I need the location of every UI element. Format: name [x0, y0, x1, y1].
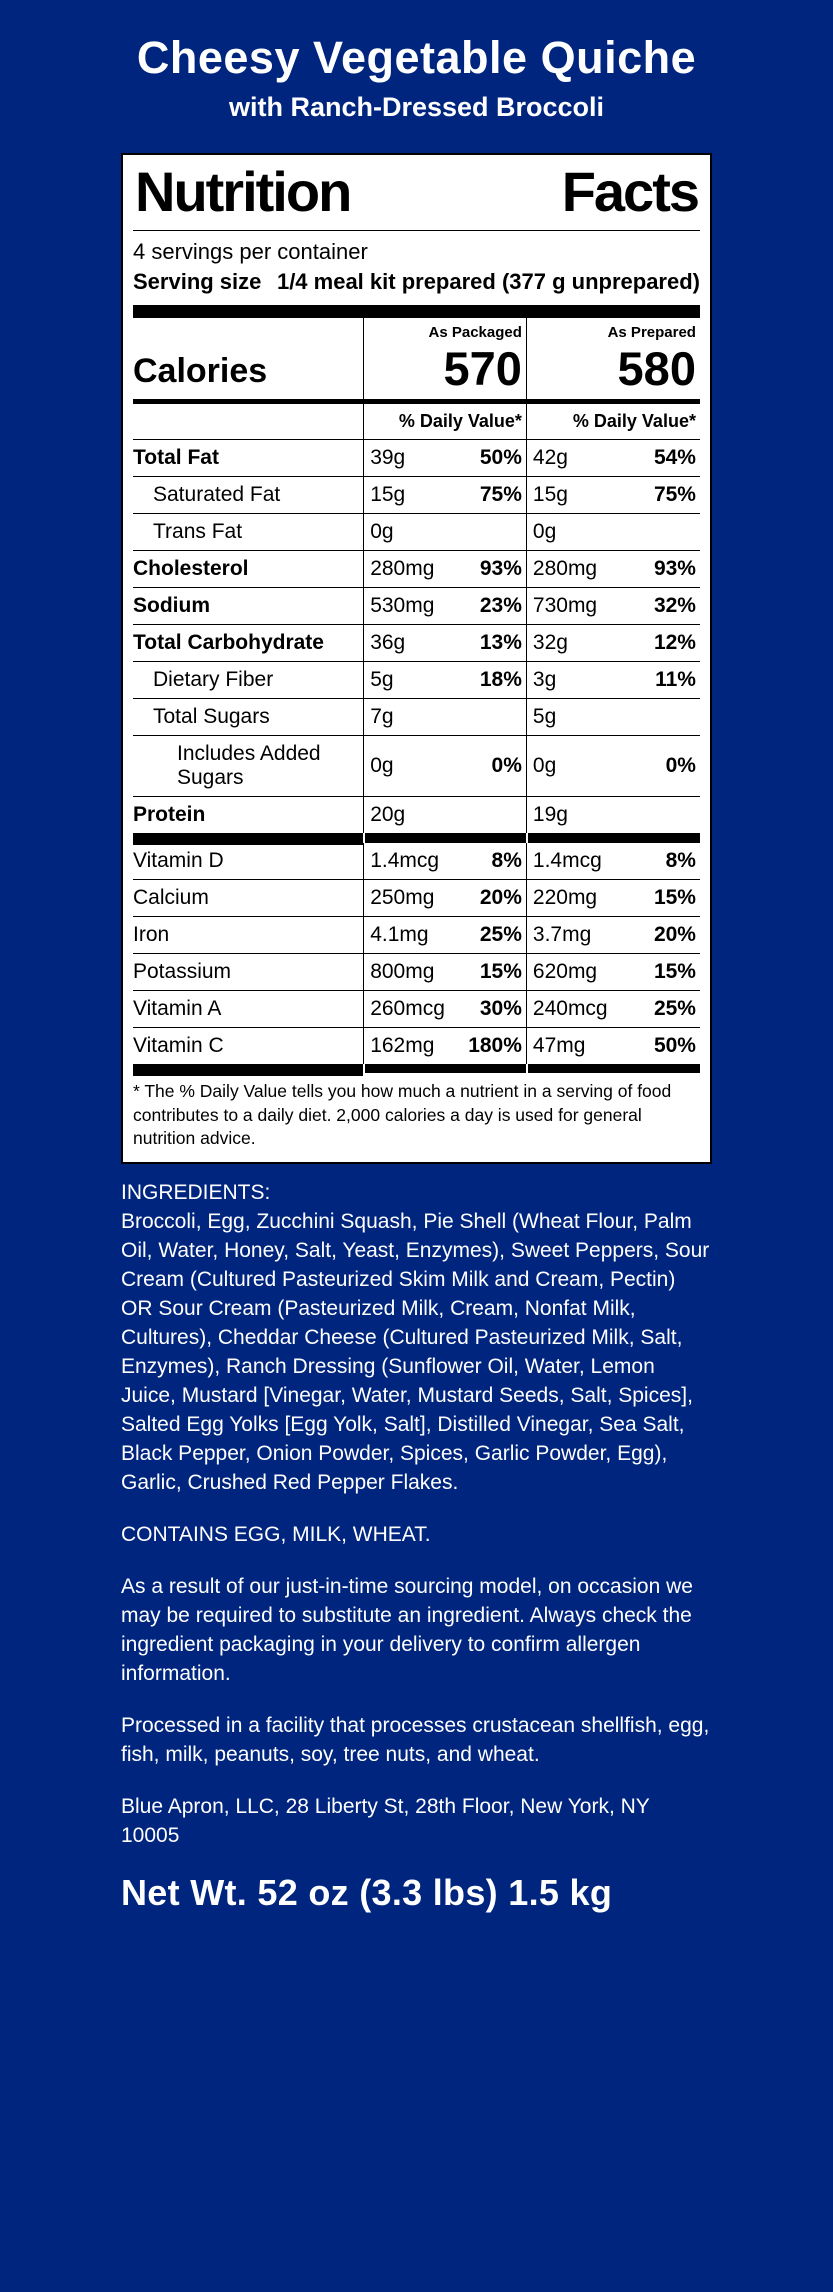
prepared-cell	[526, 476, 700, 513]
prepared-cell	[526, 513, 700, 550]
packaged-amount: 36g	[370, 631, 406, 655]
nutrient-name: Vitamin A	[133, 990, 363, 1027]
nutrient-row	[133, 735, 700, 796]
nutrient-row	[133, 916, 700, 953]
ingredients-title: INGREDIENTS:	[121, 1181, 271, 1205]
packaged-cell	[363, 476, 526, 513]
prepared-cell	[526, 439, 700, 476]
prepared-daily-value: 25%	[653, 997, 696, 1021]
nutrient-name: Protein	[133, 796, 363, 833]
prepared-daily-value: 32%	[653, 594, 696, 618]
packaged-amount: 162mg	[370, 1034, 435, 1058]
packaged-amount: 260mcg	[370, 997, 445, 1021]
prepared-amount: 220mg	[532, 886, 598, 910]
packaged-cell	[363, 661, 526, 698]
nutrient-row	[133, 990, 700, 1027]
packaged-amount: 0g	[370, 754, 394, 778]
prepared-amount: 620mg	[532, 960, 598, 984]
nutrient-row	[133, 843, 700, 879]
nutrient-row	[133, 796, 700, 833]
product-title: Cheesy Vegetable Quiche	[136, 32, 697, 83]
prepared-cell	[526, 796, 700, 833]
column-header-prepared: As Prepared	[526, 318, 700, 341]
nutrient-row	[133, 1027, 700, 1064]
packaged-daily-value: 30%	[479, 997, 522, 1021]
nutrient-name: Vitamin D	[133, 849, 224, 873]
nutrient-row	[133, 698, 700, 735]
nutrition-facts-panel	[121, 153, 712, 1164]
prepared-daily-value: 75%	[653, 483, 696, 507]
nutrient-name: Total Fat	[133, 439, 363, 476]
packaged-daily-value: 50%	[479, 446, 522, 470]
servings-per-container: 4 servings per container	[133, 238, 368, 264]
prepared-cell	[526, 990, 700, 1027]
daily-value-footnote: * The % Daily Value tells you how much a nutrient in a serving of food contributes to a daily diet. 2,000 calories a day is used for general nutrition advice.	[133, 1081, 672, 1148]
packaged-cell	[363, 624, 526, 661]
nutrient-name: Potassium	[133, 953, 363, 990]
prepared-daily-value: 11%	[655, 668, 696, 692]
prepared-daily-value: 20%	[653, 923, 696, 947]
prepared-cell	[526, 953, 700, 990]
heading-word-nutrition: Nutrition	[135, 160, 351, 223]
packaged-daily-value: 23%	[479, 594, 522, 618]
nutrient-rows-section	[133, 439, 700, 833]
prepared-cell	[526, 550, 700, 587]
prepared-amount: 240mcg	[532, 997, 608, 1021]
packaged-amount: 5g	[370, 668, 394, 692]
prepared-cell	[526, 624, 700, 661]
prepared-daily-value: 50%	[653, 1034, 696, 1058]
packaged-amount: 800mg	[370, 960, 435, 984]
prepared-daily-value: 93%	[653, 557, 696, 581]
packaged-amount: 530mg	[370, 594, 435, 618]
nutrient-row	[133, 953, 700, 990]
packaged-daily-value: 25%	[479, 923, 522, 947]
packaged-daily-value: 13%	[479, 631, 522, 655]
packaged-cell	[363, 879, 526, 916]
nutrition-facts-heading	[133, 160, 700, 231]
packaged-daily-value: 93%	[479, 557, 522, 581]
nutrient-row	[133, 439, 700, 476]
prepared-amount: 42g	[532, 446, 568, 470]
nutrient-row	[133, 624, 700, 661]
prepared-amount: 19g	[532, 803, 568, 827]
allergen-contains-statement: CONTAINS EGG, MILK, WHEAT.	[121, 1523, 431, 1547]
nutrient-row	[133, 513, 700, 550]
thick-divider-bar	[133, 1064, 700, 1073]
prepared-cell	[526, 1027, 700, 1064]
bar-segment	[526, 1064, 700, 1073]
packaged-cell	[363, 796, 526, 833]
packaged-amount: 250mg	[370, 886, 435, 910]
packaged-cell	[363, 550, 526, 587]
prepared-cell	[526, 843, 700, 879]
packaged-daily-value: 20%	[479, 886, 522, 910]
packaged-cell	[363, 735, 526, 796]
packaged-cell	[363, 916, 526, 953]
prepared-amount: 280mg	[532, 557, 598, 581]
nutrient-name: Cholesterol	[133, 550, 363, 587]
vitamin-rows-section	[133, 843, 700, 1064]
packaged-cell	[363, 439, 526, 476]
thick-divider-bar	[133, 305, 700, 318]
prepared-amount: 47mg	[532, 1034, 586, 1058]
column-header-packaged: As Packaged	[363, 318, 526, 341]
column-header-row	[133, 318, 700, 341]
packaged-amount: 280mg	[370, 557, 435, 581]
nutrient-name: Saturated Fat	[133, 476, 363, 513]
packaged-amount: 20g	[370, 803, 406, 827]
packaged-amount: 4.1mg	[370, 923, 429, 947]
packaged-amount: 7g	[370, 705, 394, 729]
prepared-cell	[526, 735, 700, 796]
prepared-daily-value: 8%	[665, 849, 696, 873]
prepared-cell	[526, 879, 700, 916]
thick-divider-bar	[133, 833, 700, 843]
daily-value-header-row	[133, 399, 700, 439]
packaged-cell	[363, 953, 526, 990]
nutrient-row	[133, 587, 700, 624]
prepared-daily-value: 12%	[653, 631, 696, 655]
calories-prepared-value: 580	[526, 341, 700, 400]
heading-word-facts: Facts	[561, 160, 698, 223]
nutrient-name: Includes Added Sugars	[133, 735, 363, 796]
calories-label: Calories	[133, 352, 268, 391]
nutrient-name: Dietary Fiber	[133, 661, 363, 698]
calories-row	[133, 341, 700, 400]
packaged-daily-value: 15%	[479, 960, 522, 984]
net-weight: Net Wt. 52 oz (3.3 lbs) 1.5 kg	[121, 1872, 613, 1914]
calories-packaged-value: 570	[363, 341, 526, 400]
packaged-amount: 1.4mcg	[370, 849, 440, 873]
product-subtitle: with Ranch-Dressed Broccoli	[228, 92, 605, 122]
nutrient-name: Total Carbohydrate	[133, 624, 363, 661]
nutrient-name: Trans Fat	[133, 513, 363, 550]
prepared-amount: 0g	[532, 754, 557, 778]
packaged-amount: 15g	[370, 483, 406, 507]
nutrient-name: Vitamin C	[133, 1027, 363, 1064]
serving-size-row	[133, 267, 700, 305]
bar-segment	[363, 1064, 526, 1073]
packaged-cell	[363, 698, 526, 735]
packaged-daily-value: 8%	[491, 849, 522, 873]
nutrient-name: Sodium	[133, 587, 363, 624]
packaged-amount: 0g	[370, 520, 394, 544]
product-header	[0, 0, 833, 123]
daily-value-header-prepared: % Daily Value*	[526, 399, 700, 439]
prepared-amount: 15g	[532, 483, 568, 507]
nutrient-name: Total Sugars	[133, 698, 363, 735]
prepared-amount: 3.7mg	[532, 923, 592, 947]
nutrient-name: Calcium	[133, 879, 363, 916]
packaged-daily-value: 180%	[468, 1034, 522, 1058]
packaged-cell	[363, 1027, 526, 1064]
bar-segment	[526, 833, 700, 843]
nutrient-row	[133, 550, 700, 587]
bar-segment	[133, 1064, 363, 1076]
daily-value-header-packaged: % Daily Value*	[363, 399, 526, 439]
packaged-daily-value: 0%	[491, 754, 522, 778]
ingredients-text: Broccoli, Egg, Zucchini Squash, Pie Shell (Wheat Flour, Palm Oil, Water, Honey, Salt, Yeast, Enzymes), Sweet Peppers, Sour Cream (Cultured Pasteurized Skim Milk and Cream, Pectin) OR Sour Cream (Pasteurized Milk, Cream, Nonfat Milk, Cultures), Cheddar Cheese (Cultured Pasteurized Milk, Salt, Enzymes), Ranch Dressing (Sunflower Oil, Water, Lemon Juice, Mustard [Vinegar, Water, Mustard Seeds, Salt, Spices], Salted Egg Yolks [Egg Yolk, Salt], Distilled Vinegar, Sea Salt, Black Pepper, Onion Powder, Spices, Garlic Powder, Egg), Garlic, Crushed Red Pepper Flakes.	[121, 1210, 710, 1495]
serving-size-label: Serving size	[133, 268, 262, 294]
prepared-cell	[526, 661, 700, 698]
column-header-spacer	[133, 318, 363, 341]
prepared-daily-value: 15%	[653, 886, 696, 910]
packaged-daily-value: 18%	[479, 668, 522, 692]
prepared-cell	[526, 698, 700, 735]
prepared-cell	[526, 587, 700, 624]
substitution-disclaimer: As a result of our just-in-time sourcing model, on occasion we may be required to substitute an ingredient. Always check the ingredient packaging in your delivery to confirm allergen information.	[121, 1575, 693, 1686]
prepared-amount: 1.4mcg	[532, 849, 602, 873]
serving-size-value: 1/4 meal kit prepared (377 g unprepared)	[276, 268, 700, 294]
prepared-cell	[526, 916, 700, 953]
company-address: Blue Apron, LLC, 28 Liberty St, 28th Floor, New York, NY 10005	[121, 1795, 650, 1848]
packaged-amount: 39g	[370, 446, 406, 470]
daily-value-spacer	[133, 399, 363, 439]
nutrient-row	[133, 879, 700, 916]
packaged-cell	[363, 843, 526, 879]
product-info-section	[121, 1178, 712, 1914]
prepared-daily-value: 0%	[665, 754, 696, 778]
prepared-amount: 32g	[532, 631, 568, 655]
packaged-cell	[363, 990, 526, 1027]
packaged-cell	[363, 587, 526, 624]
prepared-amount: 0g	[532, 520, 557, 544]
packaged-daily-value: 75%	[479, 483, 522, 507]
nutrient-row	[133, 661, 700, 698]
facility-disclaimer: Processed in a facility that processes crustacean shellfish, egg, fish, milk, peanuts, soy, tree nuts, and wheat.	[121, 1714, 710, 1767]
prepared-daily-value: 54%	[653, 446, 696, 470]
prepared-daily-value: 15%	[653, 960, 696, 984]
bar-segment	[363, 833, 526, 843]
nutrient-row	[133, 476, 700, 513]
prepared-amount: 730mg	[532, 594, 598, 618]
prepared-amount: 5g	[532, 705, 557, 729]
nutrient-name: Iron	[133, 916, 363, 953]
prepared-amount: 3g	[532, 668, 557, 692]
packaged-cell	[363, 513, 526, 550]
